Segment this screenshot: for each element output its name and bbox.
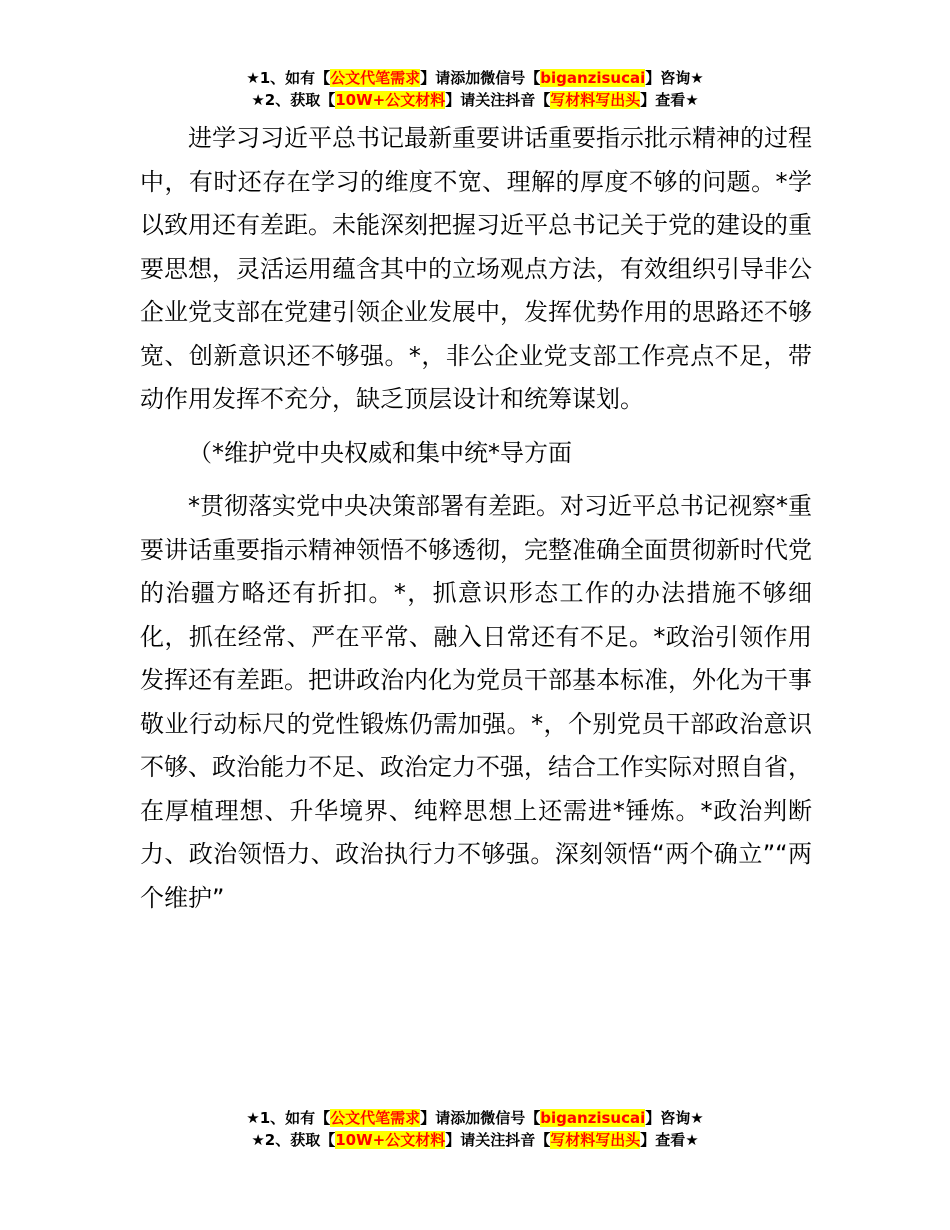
highlight-service: 公文代笔需求 (330, 1109, 421, 1127)
header-promo-banner (0, 67, 950, 111)
promo-line-2: ★2、获取【10W+公文材料】请关注抖音【写材料写出头】查看★ (251, 91, 699, 109)
highlight-materials: 10W+公文材料 (335, 1131, 446, 1149)
promo-line-1: ★1、如有【公文代笔需求】请添加微信号【biganzisucai】咨询★ (246, 69, 704, 87)
highlight-douyin-account: 写材料写出头 (550, 1131, 641, 1149)
highlight-materials: 10W+公文材料 (335, 91, 446, 109)
footer-promo-banner (0, 1107, 950, 1151)
promo-line-1: ★1、如有【公文代笔需求】请添加微信号【biganzisucai】咨询★ (246, 1109, 704, 1127)
paragraph: 进学习习近平总书记最新重要讲话重要指示批示精神的过程中，有时还存在学习的维度不宽、理解的厚度不够的问题。*学以致用还有差距。未能深刻把握习近平总书记关于党的建设的重要思想，灵活运用蕴含其中的立场观点方法，有效组织引导非公企业党支部在党建引领企业发展中，发挥优势作用的思路还不够宽、创新意识还不够强。*，非公企业党支部工作亮点不足，带动作用发挥不充分，缺乏顶层设计和统筹谋划。 (140, 124, 812, 413)
document-body (140, 117, 812, 920)
highlight-service: 公文代笔需求 (330, 69, 421, 87)
section-heading: （*维护党中央权威和集中统*导方面 (188, 438, 572, 467)
highlight-douyin-account: 写材料写出头 (550, 91, 641, 109)
promo-line-2: ★2、获取【10W+公文材料】请关注抖音【写材料写出头】查看★ (251, 1131, 699, 1149)
paragraph: *贯彻落实党中央决策部署有差距。对习近平总书记视察*重要讲话重要指示精神领悟不够透彻，完整准确全面贯彻新时代党的治疆方略还有折扣。*，抓意识形态工作的办法措施不够细化，抓在经常、严在平常、融入日常还有不足。*政治引领作用发挥还有差距。把讲政治内化为党员干部基本标准，外化为干事敬业行动标尺的党性锻炼仍需加强。*，个别党员干部政治意识不够、政治能力不足、政治定力不强，结合工作实际对照自省，在厚植理想、升华境界、纯粹思想上还需进*锤炼。*政治判断力、政治领悟力、政治执行力不够强。深刻领悟“两个确立”“两个维护” (140, 492, 812, 912)
highlight-wechat-id: biganzisucai (540, 1109, 646, 1127)
highlight-wechat-id: biganzisucai (540, 69, 646, 87)
